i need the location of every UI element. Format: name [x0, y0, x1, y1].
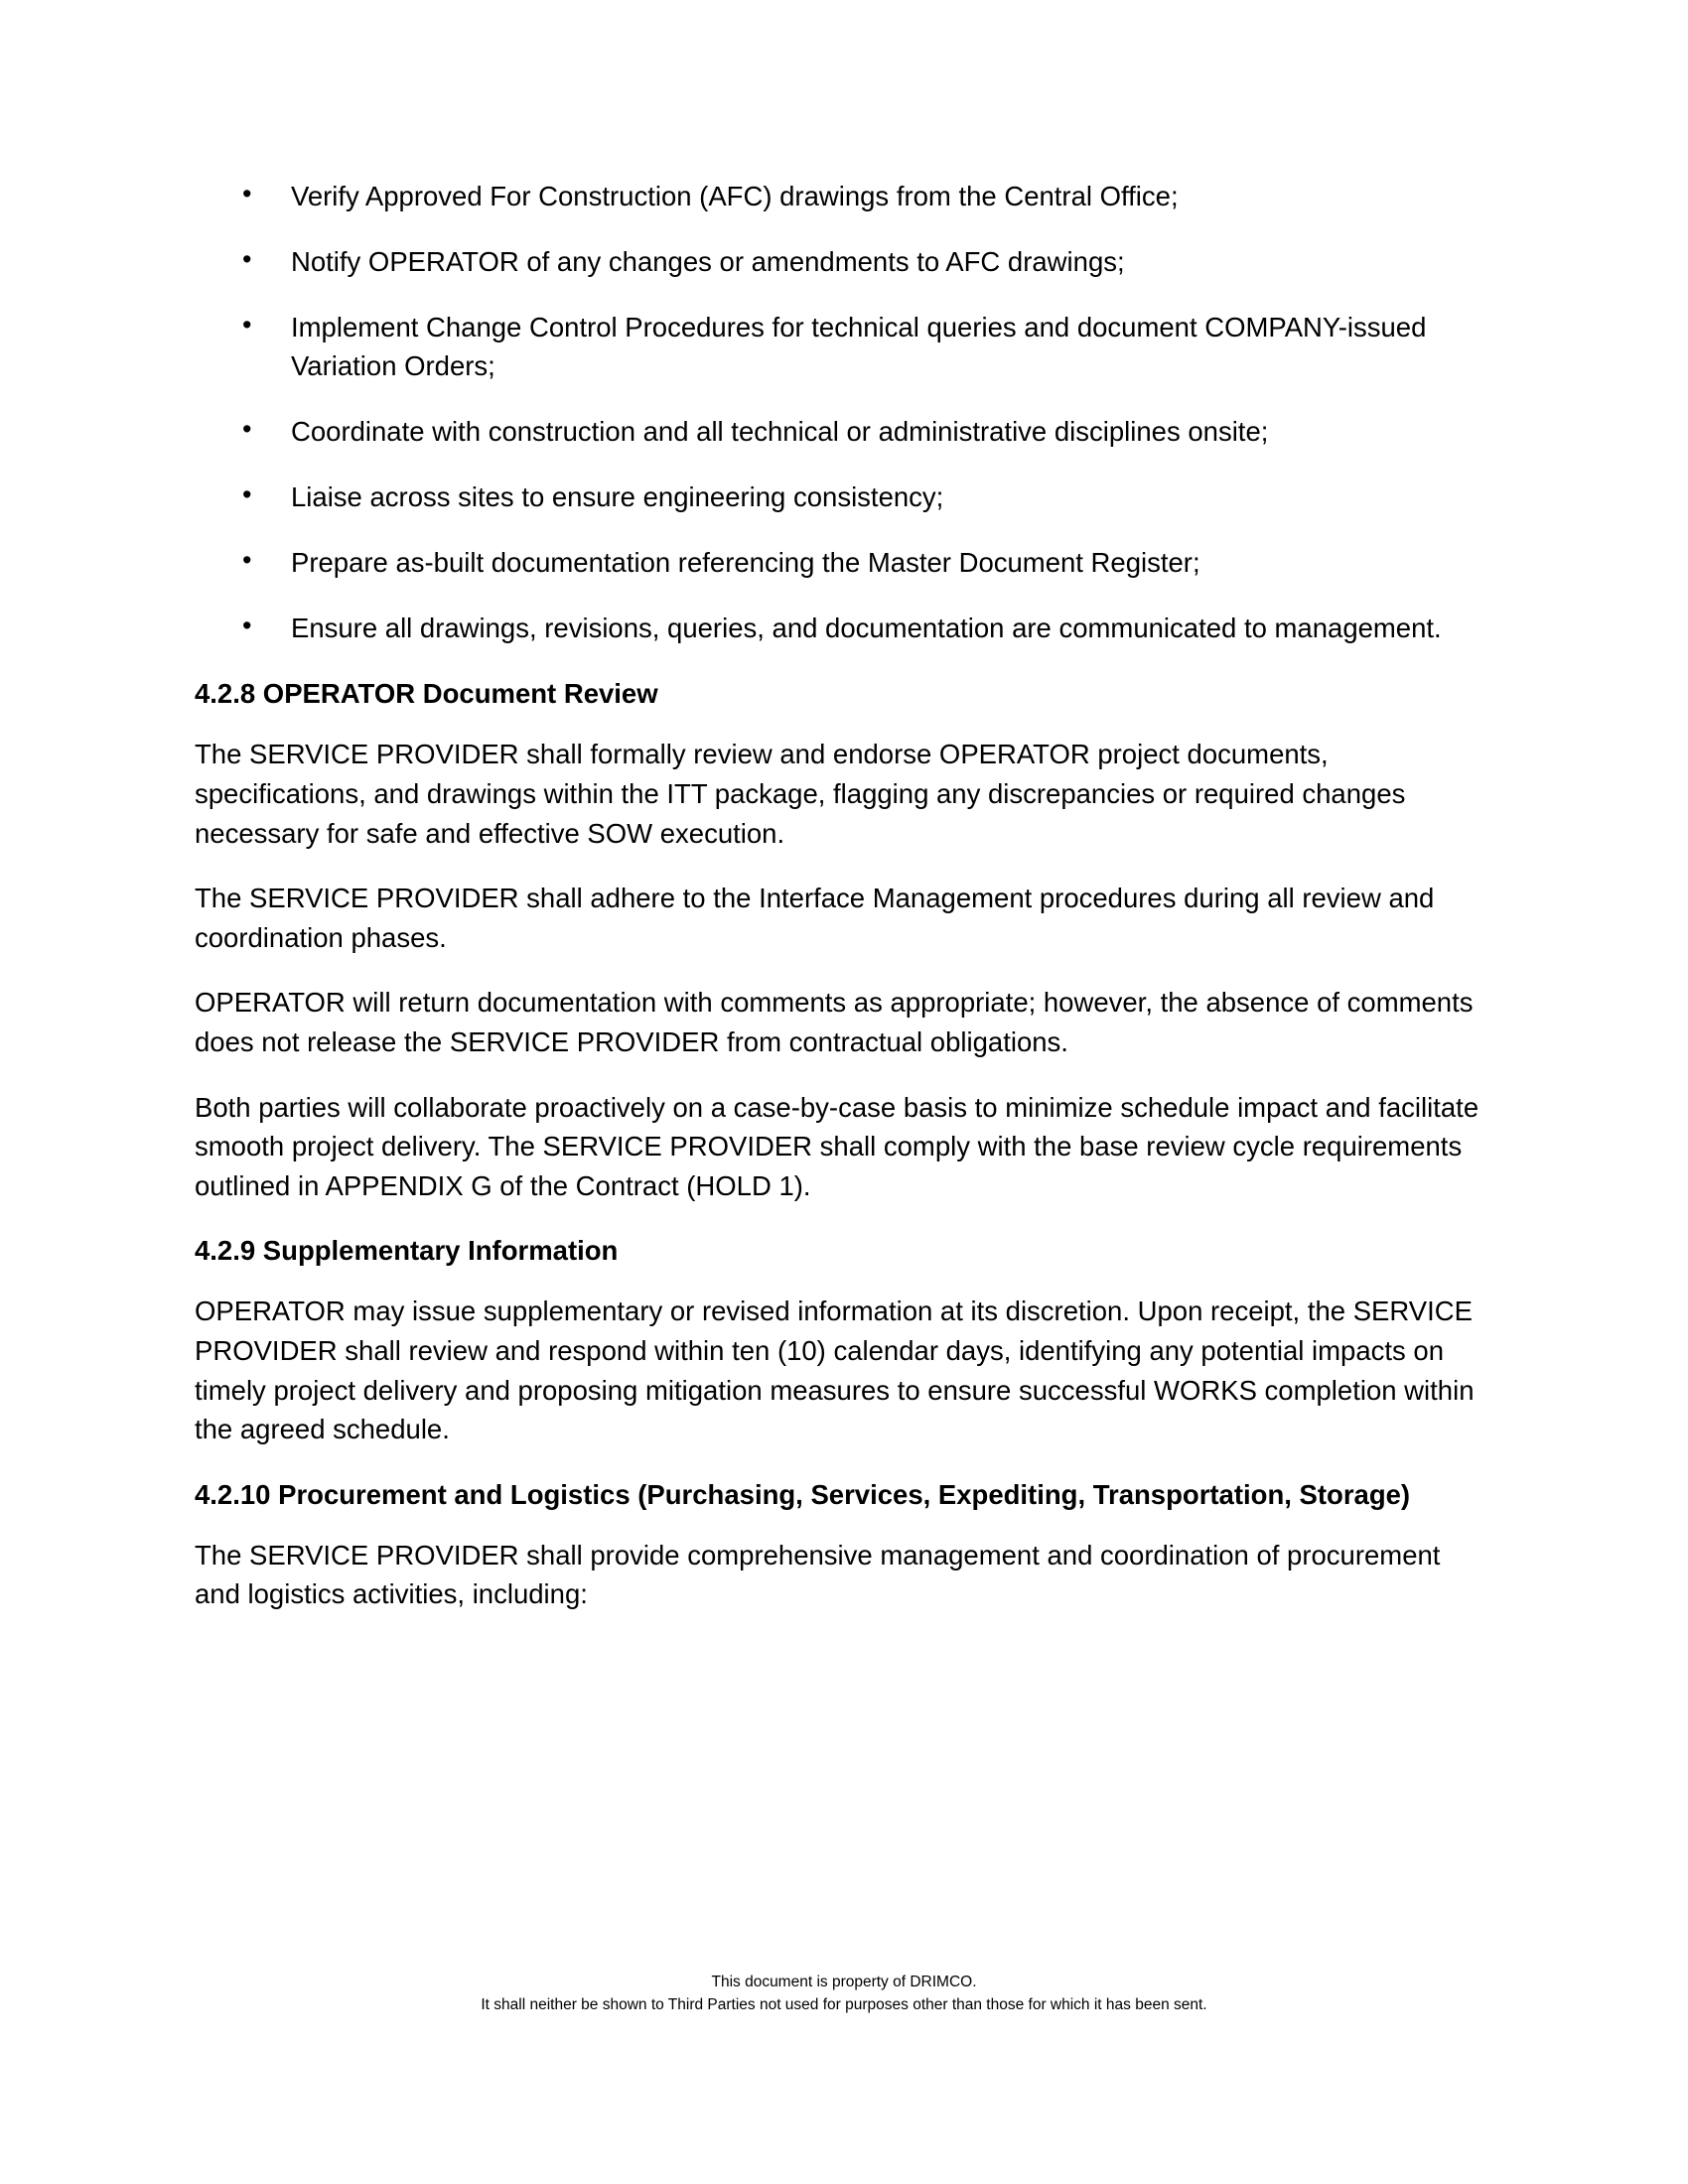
list-item: • Coordinate with construction and all technical or administrative disciplines onsite;: [195, 412, 1485, 451]
responsibilities-bullet-list: [195, 177, 1485, 647]
section-paragraph: The SERVICE PROVIDER shall provide comprehensive management and coordination of procurement and logistics activities, including:: [195, 1539, 1441, 1610]
document-body: [195, 177, 1485, 1640]
list-item: • Ensure all drawings, revisions, queries, and documentation are communicated to management.: [195, 609, 1485, 647]
section-paragraph: Both parties will collaborate proactively on a case-by-case basis to minimize schedule impact and facilitate smooth project delivery. The SERVICE PROVIDER shall comply with the base review cycle requirements outlined in APPENDIX G of the Contract (HOLD 1).: [195, 1091, 1479, 1201]
section-paragraph: OPERATOR will return documentation with comments as appropriate; however, the absence of comments does not release the SERVICE PROVIDER from contractual obligations.: [195, 987, 1474, 1057]
list-item: • Verify Approved For Construction (AFC) drawings from the Central Office;: [195, 177, 1485, 215]
section-paragraph: OPERATOR may issue supplementary or revised information at its discretion. Upon receipt, the SERVICE PROVIDER shall review and respond within ten (10) calendar days, identifying any potential impacts on timely project delivery and proposing mitigation measures to ensure successful WORKS completion within the agreed schedule.: [195, 1296, 1475, 1445]
footer-line-2: It shall neither be shown to Third Parties not used for purposes other than those for which it has been sent.: [481, 1996, 1207, 2014]
list-item: • Notify OPERATOR of any changes or amendments to AFC drawings;: [195, 242, 1485, 281]
list-item: • Implement Change Control Procedures for technical queries and document COMPANY-issued Variation Orders;: [195, 308, 1485, 385]
section-paragraph: The SERVICE PROVIDER shall formally review and endorse OPERATOR project documents, specifications, and drawings within the ITT package, flagging any discrepancies or required changes necessary for safe and effective SOW execution.: [195, 739, 1406, 849]
footer-line-1: This document is property of DRIMCO.: [711, 1974, 977, 1990]
section-heading-4-2-10: 4.2.10 Procurement and Logistics (Purchasing, Services, Expediting, Transportation, Storage): [195, 1478, 1411, 1510]
list-item: • Liaise across sites to ensure engineering consistency;: [195, 478, 1485, 516]
section-heading-4-2-8: 4.2.8 OPERATOR Document Review: [195, 678, 658, 710]
list-item: • Prepare as-built documentation referencing the Master Document Register;: [195, 543, 1485, 582]
section-heading-4-2-9: 4.2.9 Supplementary Information: [195, 1235, 619, 1267]
section-paragraph: The SERVICE PROVIDER shall adhere to the Interface Management procedures during all review and coordination phases.: [195, 883, 1435, 953]
page-footer: [0, 1971, 1688, 2017]
